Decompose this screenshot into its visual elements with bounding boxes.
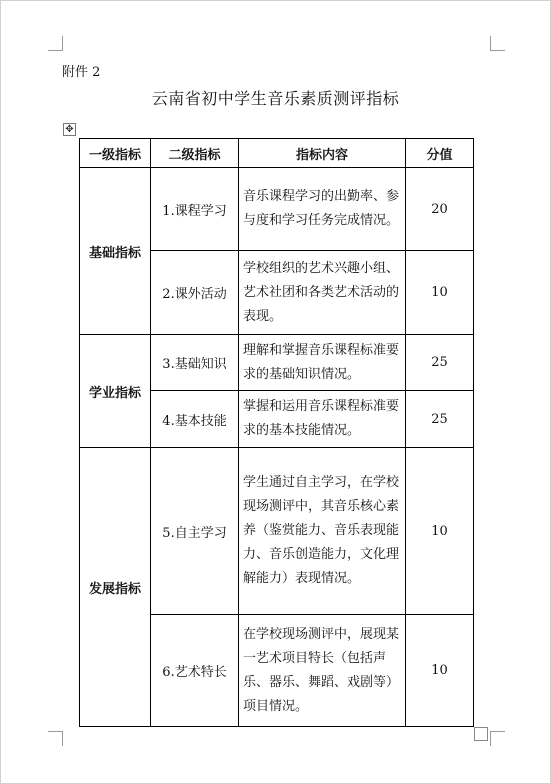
score-cell: 20 [406, 168, 474, 251]
content-cell: 音乐课程学习的出勤率、参与度和学习任务完成情况。 [239, 168, 406, 251]
score-cell: 25 [406, 335, 474, 391]
table-move-handle-icon[interactable]: ✥ [63, 123, 76, 136]
level1-cell: 基础指标 [80, 168, 151, 335]
level2-cell: 6.艺术特长 [151, 615, 239, 727]
header-score: 分值 [406, 139, 474, 168]
crop-mark-bottom-left [48, 731, 63, 746]
crop-mark-top-left [48, 36, 63, 51]
attachment-label: 附件 2 [62, 65, 101, 80]
score-cell: 10 [406, 615, 474, 727]
level2-cell: 1.课程学习 [151, 168, 239, 251]
table-row [80, 448, 474, 615]
score-cell: 10 [406, 251, 474, 335]
content-cell: 理解和掌握音乐课程标准要求的基础知识情况。 [239, 335, 406, 391]
level1-cell: 发展指标 [80, 448, 151, 727]
document-title: 云南省初中学生音乐素质测评指标 [151, 89, 400, 108]
level2-cell: 4.基本技能 [151, 391, 239, 448]
content-cell: 学生通过自主学习，在学校现场测评中，其音乐核心素养（鉴赏能力、音乐表现能力、音乐创造能力，文化理解能力）表现情况。 [239, 448, 406, 615]
table-row [80, 335, 474, 391]
crop-mark-top-right [490, 36, 505, 51]
table-resize-handle[interactable] [474, 727, 488, 741]
level2-cell: 5.自主学习 [151, 448, 239, 615]
content-cell: 在学校现场测评中，展现某一艺术项目特长（包括声乐、器乐、舞蹈、戏剧等）项目情况。 [239, 615, 406, 727]
content-cell: 掌握和运用音乐课程标准要求的基本技能情况。 [239, 391, 406, 448]
header-level1: 一级指标 [80, 139, 151, 168]
metrics-table [79, 138, 474, 727]
content-cell: 学校组织的艺术兴趣小组、艺术社团和各类艺术活动的表现。 [239, 251, 406, 335]
header-content: 指标内容 [239, 139, 406, 168]
score-cell: 10 [406, 448, 474, 615]
level2-cell: 2.课外活动 [151, 251, 239, 335]
table-row [80, 168, 474, 251]
crop-mark-bottom-right [490, 731, 505, 746]
level1-cell: 学业指标 [80, 335, 151, 448]
level2-cell: 3.基础知识 [151, 335, 239, 391]
table-header-row [80, 139, 474, 168]
header-level2: 二级指标 [151, 139, 239, 168]
score-cell: 25 [406, 391, 474, 448]
